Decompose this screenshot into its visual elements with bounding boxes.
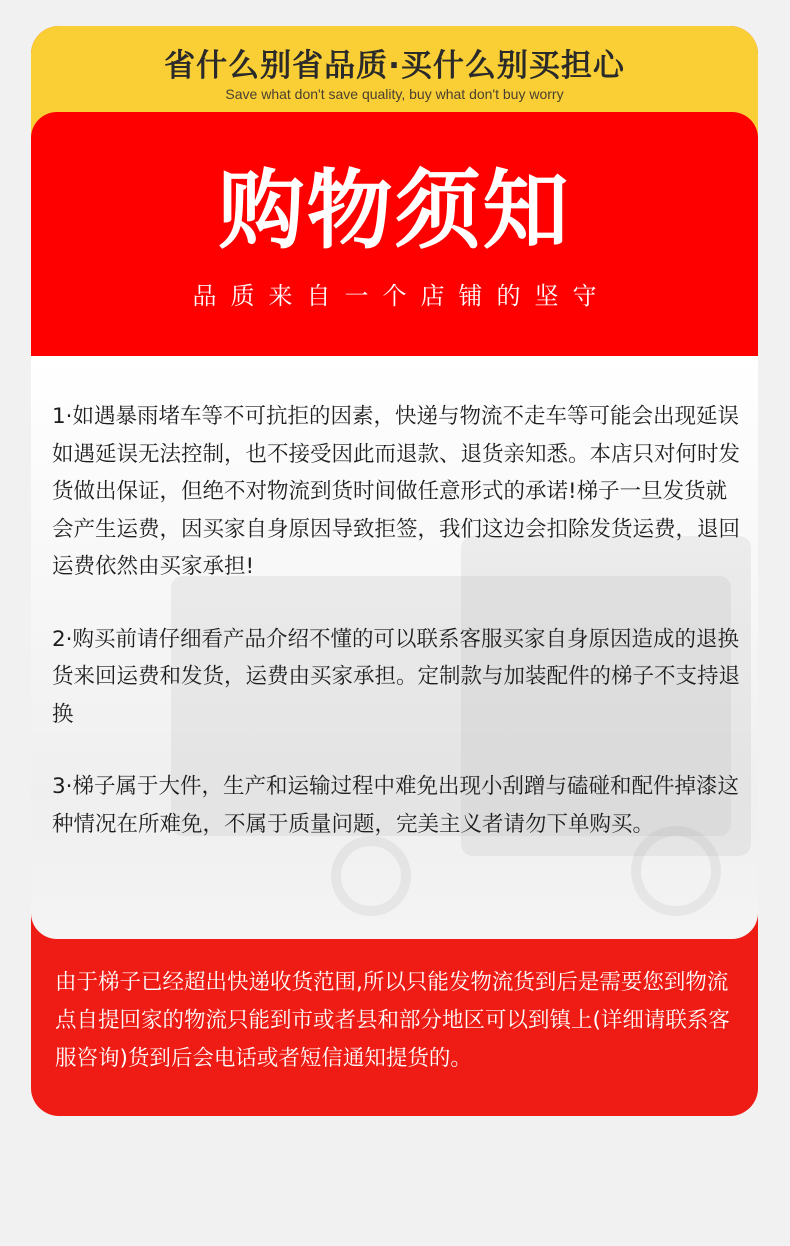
slogan-chinese: 省什么别省品质·买什么别买担心 xyxy=(164,48,625,84)
page-subtitle: 品质来自一个店铺的坚守 xyxy=(192,282,611,310)
rules-panel xyxy=(31,356,758,939)
slogan-english: Save what don't save quality, buy what don't buy worry xyxy=(225,86,564,102)
page-title: 购物须知 xyxy=(218,161,571,261)
rules-list xyxy=(52,398,742,878)
title-banner xyxy=(31,112,758,372)
shopping-notice-card xyxy=(31,26,758,1116)
rule-item: 2·购买前请仔细看产品介绍不懂的可以联系客服买家自身原因造成的退换货来回运费和发货，运费由买家承担。定制款与加装配件的梯子不支持退换 xyxy=(52,626,741,727)
rule-item: 3·梯子属于大件，生产和运输过程中难免出现小刮蹭与磕碰和配件掉漆这种情况在所难免，不属于质量问题，完美主义者请勿下单购买。 xyxy=(52,774,740,837)
shipping-notice: 由于梯子已经超出快递收货范围,所以只能发物流货到后是需要您到物流点自提回家的物流只能到市或者县和部分地区可以到镇上(详细请联系客服咨询)货到后会电话或者短信通知提货的。 xyxy=(55,970,730,1071)
rule-item: 1·如遇暴雨堵车等不可抗拒的因素，快递与物流不走车等可能会出现延误如遇延误无法控制，也不接受因此而退款、退货亲知悉。本店只对何时发货做出保证，但绝不对物流到货时间做任意形式的承诺!梯子一旦发货就会产生运费，因买家自身原因导致拒签，我们这边会扣除发货运费，退回运费依然由买家承担! xyxy=(52,404,741,579)
